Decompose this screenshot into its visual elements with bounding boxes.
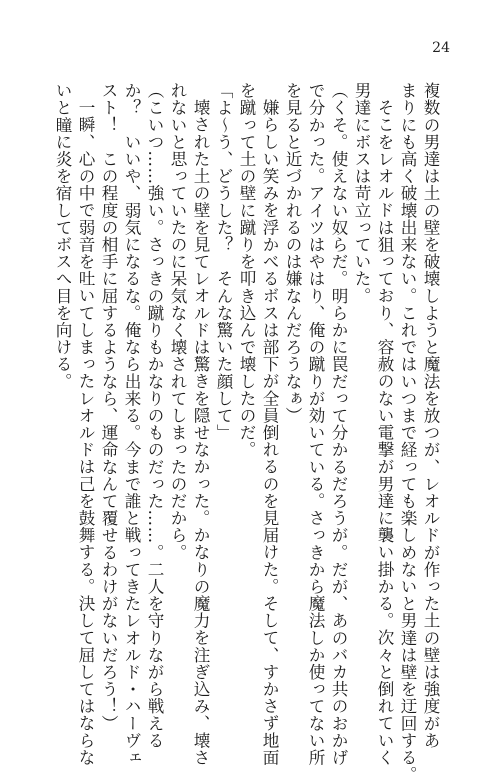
text-line: 嫌らしい笑みを浮かべるボスは部下が全員倒れるのを見届けた。そして、すかさず地面 [260,98,279,766]
text-line: スト！ この程度の相手に屈するようなら、運命なんて覆せるわけがないだろう！） [99,82,118,732]
text-line: いと瞳に炎を宿してボスへ目を向ける。 [53,82,72,390]
text-line: 複数の男達は土の壁を破壊しようと魔法を放つが、レオルドが作った土の壁は強度があ [421,82,440,749]
text-line: （くそ。使えない奴らだ。明らかに罠だって分かるだろうが。だが、あのバカ共のおかげ [329,82,348,766]
text-line: か？ いいや、弱気になるな。俺なら出来る。今まで誰と戦ってきたレオルド・ハーヴェ [122,82,141,766]
text-line: れないと思っていたのに呆気なく壊されてしまったのだから。 [168,82,187,561]
text-line: を蹴って土の壁に蹴りを叩き込んで壊したのだ。 [237,82,256,459]
text-line: そこをレオルドは狙っており、容赦のない電撃が男達に襲い掛かる。次々と倒れていく [375,98,394,766]
text-line: 一瞬、心の中で弱音を吐いてしまったレオルドは己を鼓舞する。決して屈してはならな [76,98,95,766]
text-line: を見ると近づかれるのは嫌なんだろうなぁ） [283,82,302,424]
text-line: まりにも高く破壊出来ない。これではいつまで経っても楽しめないと男達は壁を迂回する。 [398,82,417,783]
vertical-text-block [51,82,442,783]
text-line: 男達にボスは苛立っていた。 [352,82,371,305]
text-line: 「よ～う、どうした？ そんな驚いた顔して」 [214,82,233,442]
text-line: 壊された土の壁を見てレオルドは驚きを隠せなかった。かなりの魔力を注ぎ込み、壊さ [191,98,210,766]
text-line: で分かった。アイツはやはり、俺の蹴りが効いている。さっきから魔法しか使ってない所 [306,82,325,766]
page-number: 24 [432,40,450,56]
text-line: （こいつ……強い。さっきの蹴りもかなりのものだった……。二人を守りながら戦える [145,82,164,749]
